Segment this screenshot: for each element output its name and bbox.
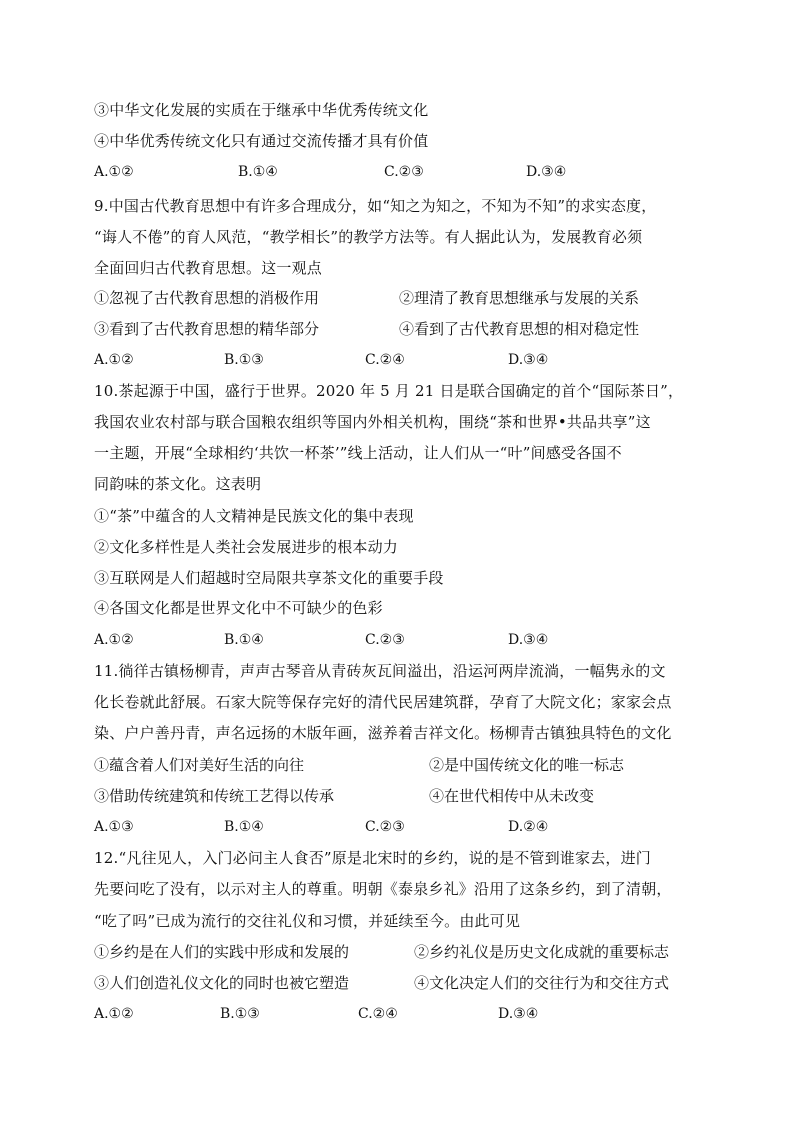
q8-answer-d: D.③④ — [526, 164, 567, 180]
q9-answer-row — [94, 350, 714, 370]
q11-option-1: ①蕴含着人们对美好生活的向往 — [94, 756, 305, 774]
q11-answer-d: D.②④ — [508, 819, 549, 835]
q11-option-2: ②是中国传统文化的唯一标志 — [429, 756, 625, 774]
q12-option-2: ②乡约礼仪是历史文化成就的重要标志 — [414, 943, 670, 961]
q10-stem-line-1: 10.茶起源于中国，盛行于世界。2020 年 5 月 21 日是联合国确定的首个“国际茶日”， — [94, 382, 684, 400]
q11-options-row-1 — [94, 755, 714, 775]
q8-option-3: ③中华文化发展的实质在于继承中华优秀传统文化 — [94, 101, 429, 119]
q12-answer-a: A.①② — [94, 1006, 134, 1022]
q9-options-row-1 — [94, 288, 714, 308]
q9-answer-b: B.①③ — [224, 352, 264, 368]
q9-answer-d: D.③④ — [508, 352, 549, 368]
q10-stem-line-2: 我国农业农村部与联合国粮农组织等国内外相关机构，围绕“茶和世界•共品共享”这 — [94, 413, 651, 431]
q9-stem-line-2: “诲人不倦”的育人风范，“教学相长”的教学方法等。有人据此认为，发展教育必须 — [94, 228, 643, 246]
q10-answer-d: D.③④ — [508, 632, 549, 648]
q12-options-row-2 — [94, 973, 714, 993]
q9-answer-a: A.①② — [94, 352, 134, 368]
q8-answer-row — [94, 162, 714, 182]
q12-stem-line-2: 先要问吃了没有，以示对主人的尊重。明朝《泰泉乡礼》沿用了这条乡约，到了清朝， — [94, 880, 672, 898]
q10-answer-b: B.①④ — [224, 632, 264, 648]
q11-option-3: ③借助传统建筑和传统工艺得以传承 — [94, 787, 335, 805]
q9-option-1: ①忽视了古代教育思想的消极作用 — [94, 289, 320, 307]
q12-answer-d: D.③④ — [498, 1006, 539, 1022]
q8-answer-c: C.②③ — [384, 164, 424, 180]
q12-answer-b: B.①③ — [220, 1006, 260, 1022]
q11-options-row-2 — [94, 786, 714, 806]
q12-answer-row — [94, 1004, 714, 1024]
q12-option-3: ③人们创造礼仪文化的同时也被它塑造 — [94, 974, 350, 992]
q10-option-3: ③互联网是人们超越时空局限共享茶文化的重要手段 — [94, 569, 444, 587]
q12-option-1: ①乡约是在人们的实践中形成和发展的 — [94, 943, 350, 961]
q9-option-2: ②理清了教育思想继承与发展的关系 — [399, 289, 640, 307]
q9-option-3: ③看到了古代教育思想的精华部分 — [94, 320, 320, 338]
q11-answer-c: C.②③ — [365, 819, 405, 835]
q10-stem-line-4: 同韵味的茶文化。这表明 — [94, 475, 262, 493]
q11-answer-b: B.①④ — [224, 819, 264, 835]
q11-stem-line-3: 染、户户善丹青，声名远扬的木版年画，滋养着吉祥文化。杨柳青古镇独具特色的文化 — [94, 724, 672, 742]
q11-answer-row — [94, 817, 714, 837]
q12-option-4: ④文化决定人们的交往行为和交往方式 — [414, 974, 670, 992]
q12-options-row-1 — [94, 942, 714, 962]
q10-option-2: ②文化多样性是人类社会发展进步的根本动力 — [94, 538, 399, 556]
q9-answer-c: C.②④ — [365, 352, 405, 368]
q11-answer-a: A.①③ — [94, 819, 134, 835]
q9-stem-line-1: 9.中国古代教育思想中有许多合理成分，如“知之为知之，不知为不知”的求实态度， — [94, 197, 657, 215]
q12-answer-c: C.②④ — [358, 1006, 398, 1022]
q11-stem-line-2: 化长卷就此舒展。石家大院等保存完好的清代民居建筑群，孕育了大院文化；家家会点 — [94, 693, 672, 711]
q10-answer-a: A.①② — [94, 632, 134, 648]
q9-stem-line-3: 全面回归古代教育思想。这一观点 — [94, 259, 323, 277]
q10-answer-row — [94, 630, 714, 650]
q10-option-4: ④各国文化都是世界文化中不可缺少的色彩 — [94, 599, 383, 617]
q8-answer-a: A.①② — [94, 164, 134, 180]
q9-options-row-2 — [94, 319, 714, 339]
q11-option-4: ④在世代相传中从未改变 — [429, 787, 595, 805]
q10-answer-c: C.②③ — [365, 632, 405, 648]
q11-stem-line-1: 11.徜徉古镇杨柳青，声声古琴音从青砖灰瓦间溢出，沿运河两岸流淌，一幅隽永的文 — [94, 662, 666, 680]
q9-option-4: ④看到了古代教育思想的相对稳定性 — [399, 320, 640, 338]
q10-option-1: ①“茶”中蕴含的人文精神是民族文化的集中表现 — [94, 507, 414, 525]
q12-stem-line-1: 12.“凡往见人，入门必问主人食否”原是北宋时的乡约，说的是不管到谁家去，进门 — [94, 849, 651, 867]
q12-stem-line-3: “吃了吗”已成为流行的交往礼仪和习惯，并延续至今。由此可见 — [94, 912, 521, 930]
q10-stem-line-3: 一主题，开展“全球相约‘共饮一杯茶’”线上活动，让人们从一“叶”间感受各国不 — [94, 444, 622, 462]
q8-answer-b: B.①④ — [238, 164, 278, 180]
q8-option-4: ④中华优秀传统文化只有通过交流传播才具有价值 — [94, 132, 429, 150]
